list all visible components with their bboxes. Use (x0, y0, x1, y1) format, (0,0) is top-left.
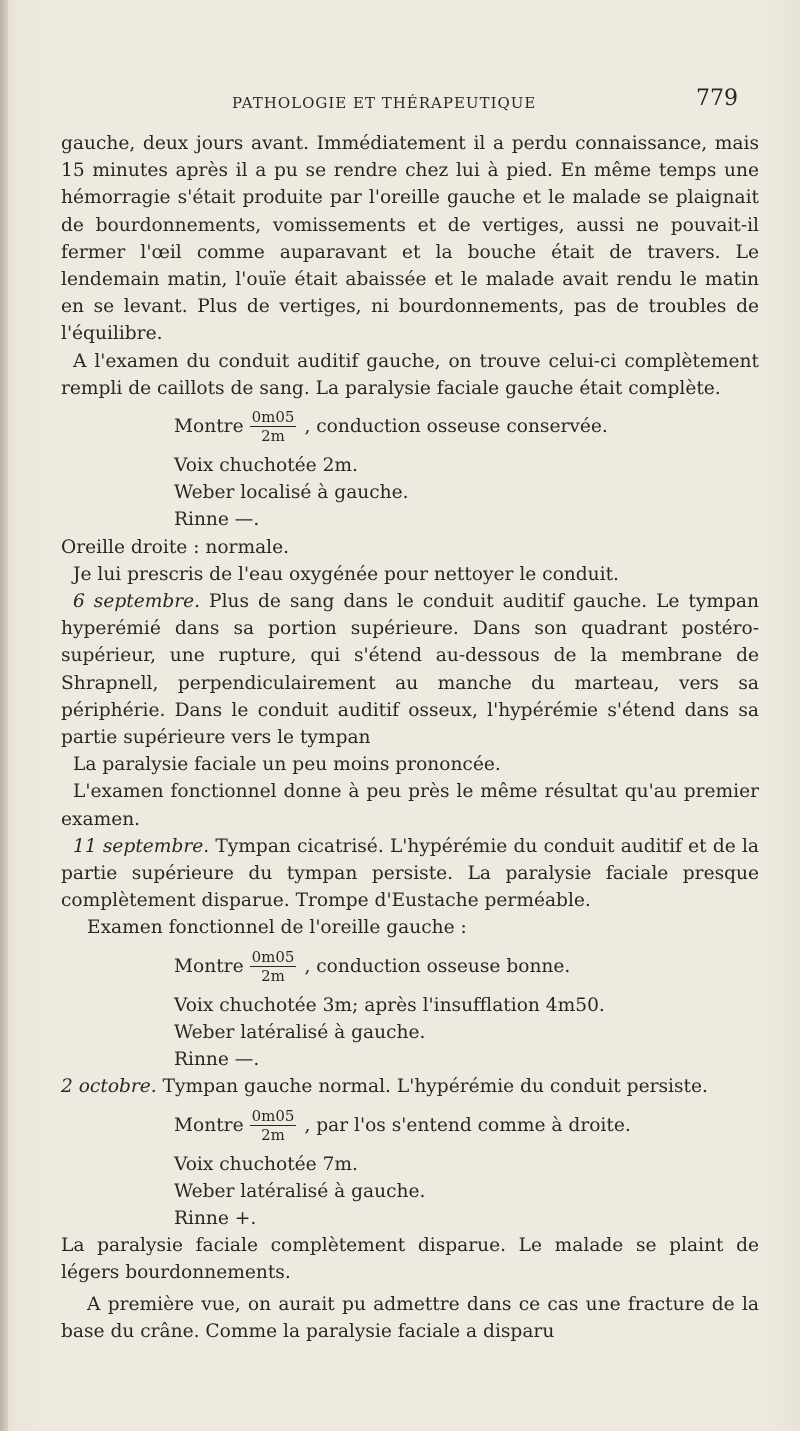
paragraph (61, 588, 759, 751)
fraction-numerator: 0m05 (251, 408, 295, 427)
exam-rinne: Rinne —. (174, 509, 260, 531)
fraction (250, 410, 297, 444)
montre-label: Montre (174, 416, 244, 438)
montre-label: Montre (174, 1114, 244, 1136)
fraction-denominator: 2m (261, 966, 285, 985)
exam-voix: Voix chuchotée 7m. (174, 1153, 358, 1175)
paragraph: A première vue, on aurait pu admettre dans ce cas une fracture de la base du crâne. Comme la paralysie faciale a disparu (61, 1293, 759, 1342)
page-binding-edge (0, 0, 8, 1431)
exam-weber: Weber localisé à gauche. (174, 482, 409, 504)
exam-voix: Voix chuchotée 2m. (174, 455, 358, 477)
paragraph (61, 833, 759, 915)
exam-rinne: Rinne —. (174, 1049, 260, 1071)
paragraph: Je lui prescris de l'eau oxygénée pour nettoyer le conduit. (73, 563, 619, 585)
montre-result: , conduction osseuse conservée. (304, 416, 608, 438)
entry-text: Plus de sang dans le conduit auditif gauche. Le tympan hyperémié dans sa portion supérieure. Dans son quadrant postéro-supérieur, une rupture, qui s'étend au-dessous de la membrane de Shrapnell, perpendiculairement au manche du marteau, vers sa périphérie. Dans le conduit auditif osseux, l'hypérémie s'étend dans sa partie supérieure vers le tympan (61, 591, 759, 749)
running-head: PATHOLOGIE ET THÉRAPEUTIQUE (232, 94, 537, 112)
page-header (60, 86, 740, 116)
paragraph: gauche, deux jours avant. Immédiatement il a perdu connaissance, mais 15 minutes après il a pu se rendre chez lui à pied. En même temps une hémorragie s'était produite par l'oreille gauche et le malade se plaignait de bourdonnements, vomissements et de vertiges, aussi ne pouvait-il fermer l'œil comme auparavant et la bouche était de travers. Le lendemain matin, l'ouïe était abaissée et le malade avait rendu le matin en se levant. Plus de vertiges, ni bourdonnements, pas de troubles de l'équilibre. (61, 133, 759, 345)
montre-result: , par l'os s'entend comme à droite. (304, 1114, 631, 1136)
page-number: 779 (696, 86, 738, 111)
exam-rinne: Rinne +. (174, 1207, 257, 1229)
exam-weber: Weber latéralisé à gauche. (174, 1180, 426, 1202)
fraction-denominator: 2m (261, 427, 285, 446)
fraction-numerator: 0m05 (251, 947, 295, 966)
exam-montre-line (174, 942, 759, 992)
paragraph: Examen fonctionnel de l'oreille gauche : (87, 917, 467, 939)
montre-label: Montre (174, 956, 244, 978)
paragraph: La paralysie faciale complètement disparue. Le malade se plaint de légers bourdonnements. (61, 1235, 759, 1284)
exam-montre-line (174, 1101, 759, 1151)
paragraph: Oreille droite : normale. (61, 536, 290, 558)
paragraph: A l'examen du conduit auditif gauche, on trouve celui-ci complètement rempli de caillots de sang. La paralysie faciale gauche était complète. (61, 350, 759, 399)
entry-date: 11 septembre. (73, 835, 210, 857)
body-text (61, 130, 759, 1345)
exam-weber: Weber latéralisé à gauche. (174, 1021, 426, 1043)
exam-voix: Voix chuchotée 3m; après l'insufflation 4m50. (174, 994, 605, 1016)
fraction (250, 1106, 297, 1144)
paragraph (61, 1073, 759, 1100)
paragraph: La paralysie faciale un peu moins prononcée. (73, 754, 501, 776)
fraction (250, 947, 297, 985)
entry-text: Tympan cicatrisé. L'hypérémie du conduit auditif et de la partie supérieure du tympan persiste. La paralysie faciale presque complètement disparue. Trompe d'Eustache perméable. (61, 835, 759, 912)
entry-date: 6 septembre. (73, 591, 201, 613)
entry-date: 2 octobre. (61, 1076, 157, 1098)
entry-text: Tympan gauche normal. L'hypérémie du conduit persiste. (156, 1076, 708, 1098)
exam-montre-line (174, 402, 759, 452)
fraction-numerator: 0m05 (251, 1106, 295, 1125)
montre-result: , conduction osseuse bonne. (304, 956, 571, 978)
paragraph: L'examen fonctionnel donne à peu près le même résultat qu'au premier examen. (61, 781, 759, 830)
fraction-denominator: 2m (261, 1125, 285, 1144)
